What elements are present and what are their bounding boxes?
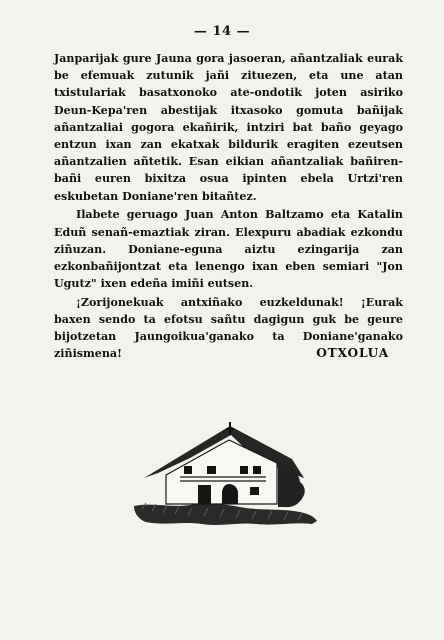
page-number: — 14 — <box>193 24 251 39</box>
window-icon <box>184 466 192 474</box>
door-icon <box>198 485 211 504</box>
author-signature: OTXOLUA <box>316 346 389 360</box>
page-body <box>54 50 403 364</box>
window-icon <box>250 487 259 495</box>
tree-shape <box>278 464 305 507</box>
farmhouse-illustration <box>128 418 322 534</box>
paragraph-2: Ilabete geruago Juan Anton Baltzamo eta Katalin Eduñ senañ-emaztiak ziran. Elexpuru abadiak ezkondu ziñuzan. Doniane-eguna aiztu ezingarija zan ezkonbañijontzat eta lenengo ixan eben semiari "Jon Ugutz" ixen edeña imiñi eutsen. <box>54 208 403 291</box>
window-icon <box>253 466 261 474</box>
paragraph-1: Janparijak gure Jauna gora jasoeran, añantzaliak eurak be efemuak zutunik jañi zituezen, eta une atan txistulariak basatxonoko ate-ondotik joten asiriko Deun-Kepa'ren abestijak itxasoko gomuta bañijak añantzaliai gogora ekañirik, intziri bat baño geyago entzun ixan zan ekatxak bildurik eragiten ezeutsen añantzalien añtetik. Esan eikian añantzaliak bañiren-bañi euren bixitza osua ipinten ebela Urtzi'ren eskubetan Doniane'ren bitañtez. <box>54 52 403 203</box>
arch-door-icon <box>222 484 238 504</box>
window-icon <box>207 466 216 474</box>
window-icon <box>240 466 248 474</box>
paragraph-3: ¡Zorijonekuak antxiñako euzkeldunak! ¡Eurak baxen sendo ta efotsu sañtu dagigun guk be geure bijotzetan Jaungoikua'ganako ta Doniane'ganako ziñismena! <box>54 295 403 361</box>
